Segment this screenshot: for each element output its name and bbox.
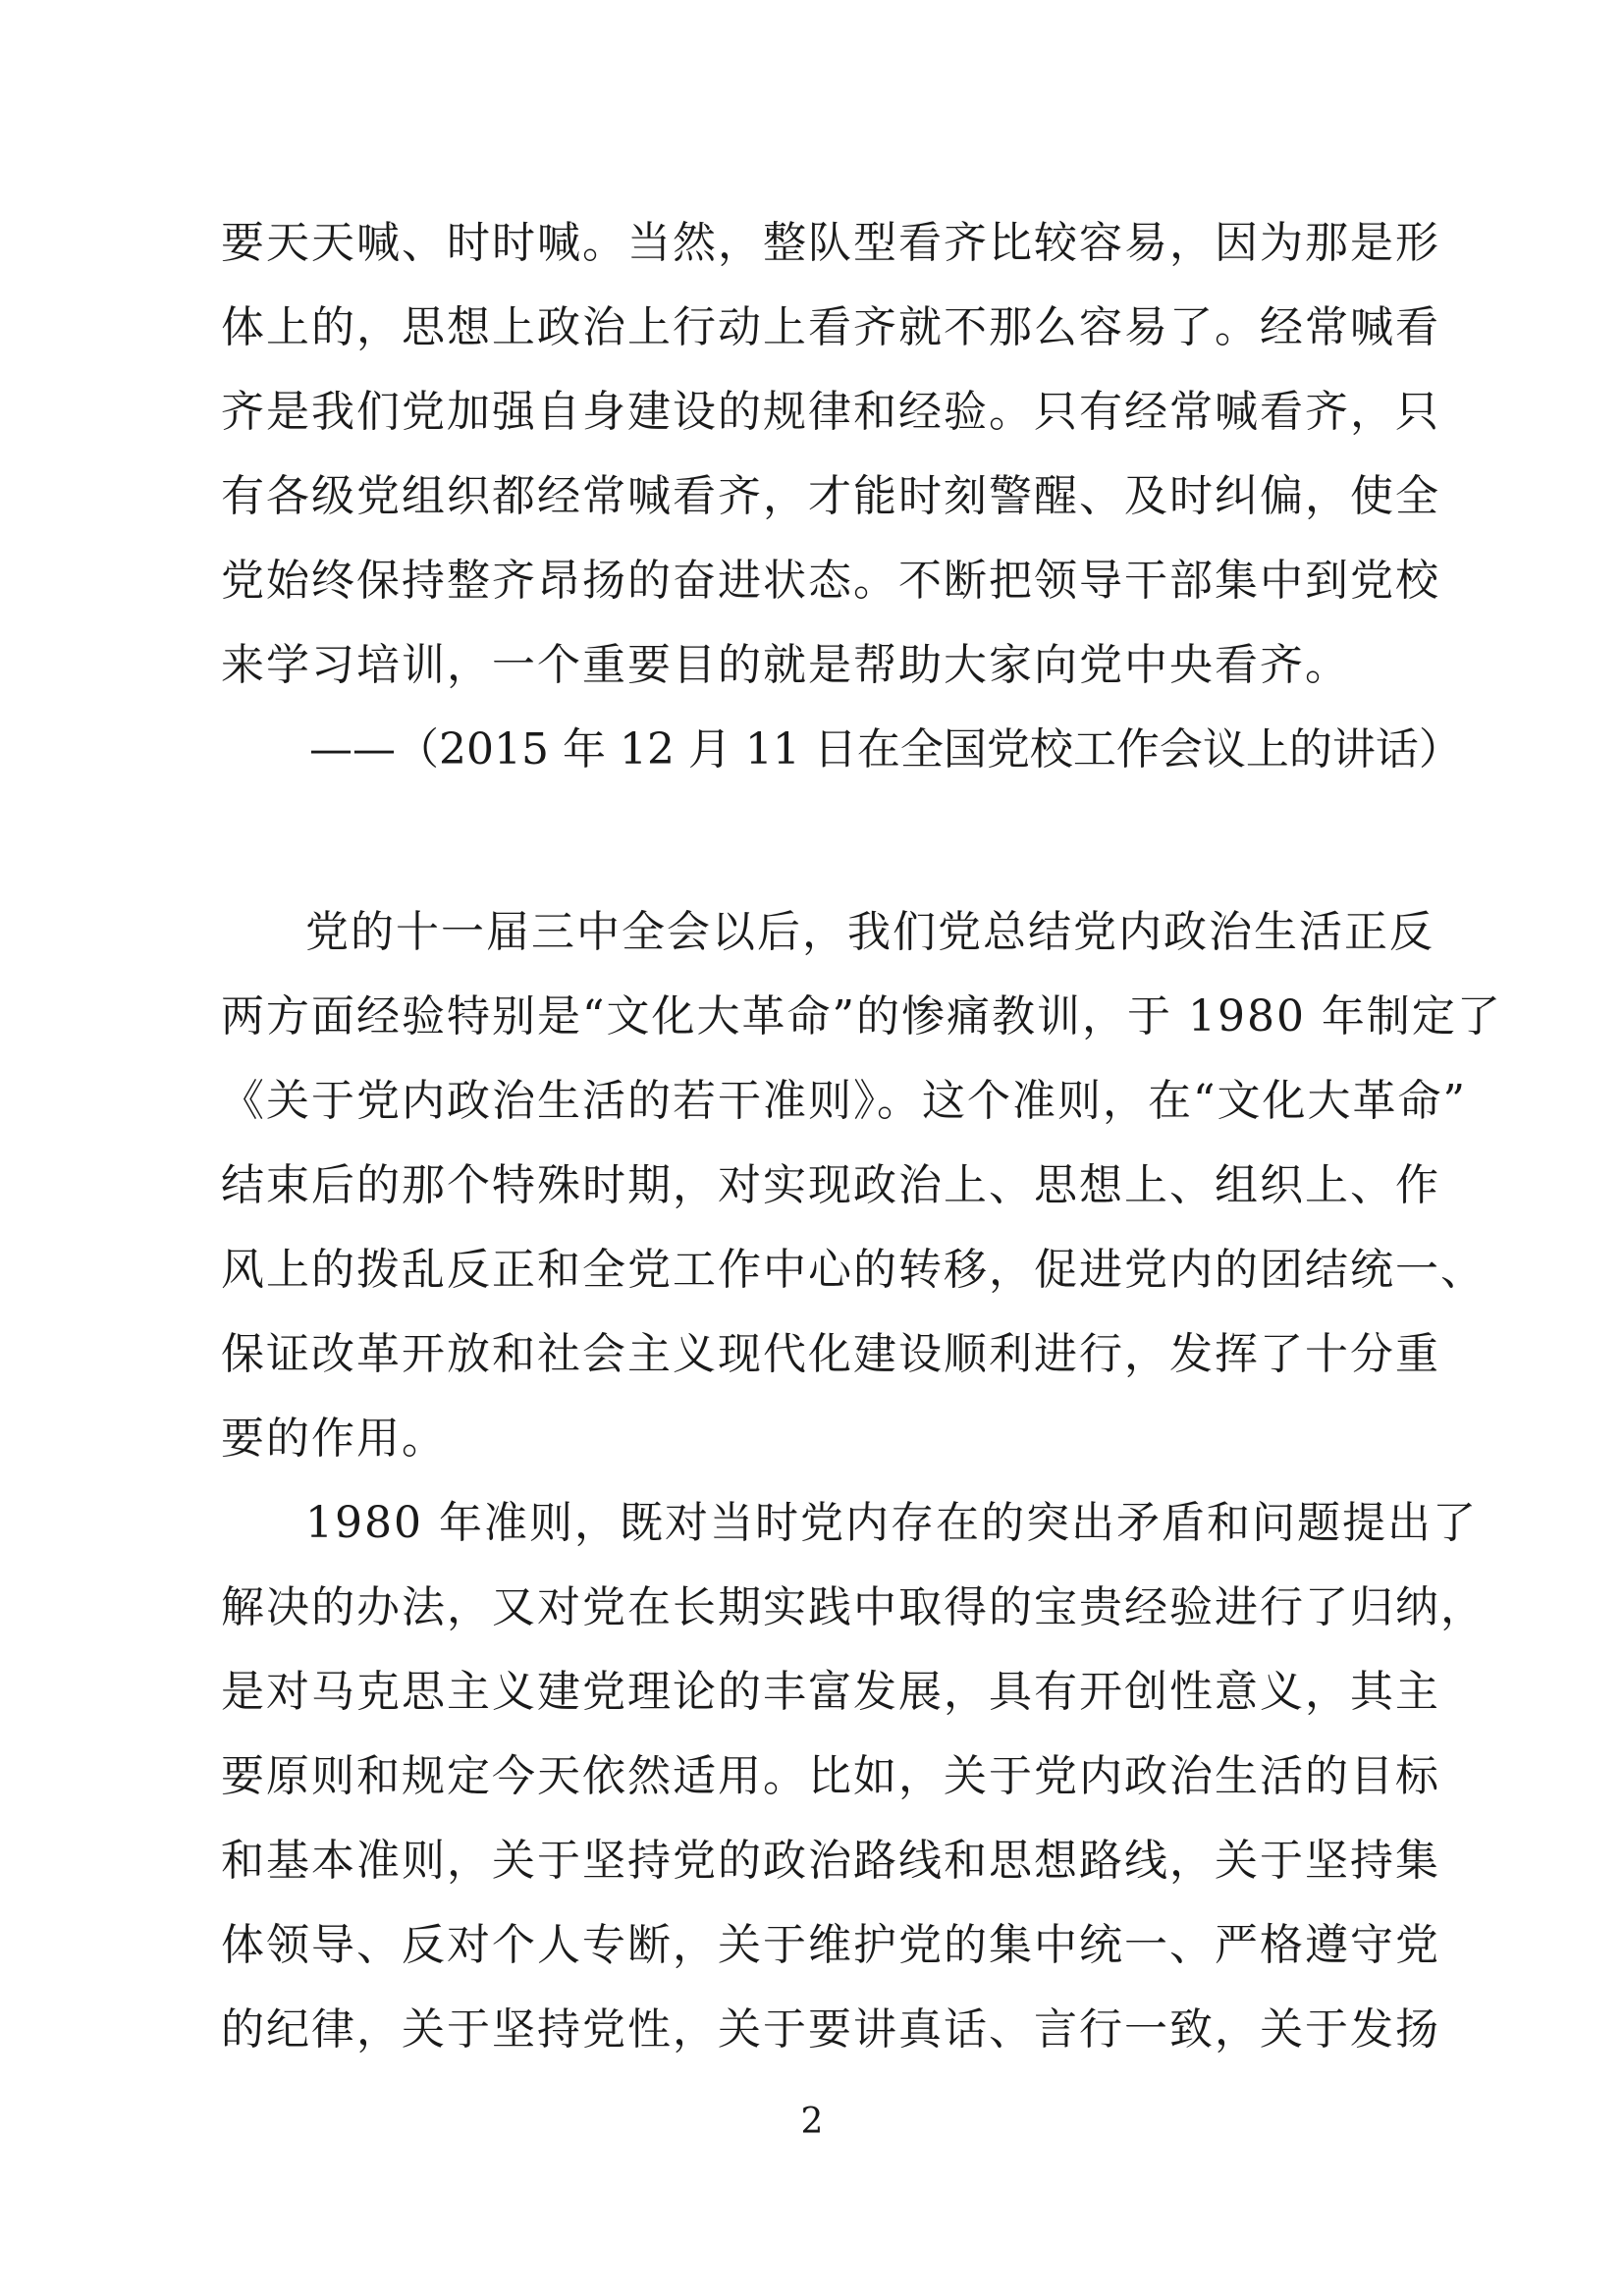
quote-line: 来学习培训，一个重要目的就是帮助大家向党中央看齐。 [221,640,1350,690]
paragraph-line: 的纪律，关于坚持党性，关于要讲真话、言行一致，关于发扬 [221,2004,1440,2055]
quote-source: ——（2015 年 12 月 11 日在全国党校工作会议上的讲话） [309,724,1462,774]
paragraph-line: 解决的办法，又对党在长期实践中取得的宝贵经验进行了归纳， [221,1582,1486,1632]
paragraph-line: 党的十一届三中全会以后，我们党总结党内政治生活正反 [305,907,1435,957]
paragraph-line: 和基本准则，关于坚持党的政治路线和思想路线，关于坚持集 [221,1836,1440,1886]
paragraph-line: 《关于党内政治生活的若干准则》。这个准则，在“文化大革命” [221,1076,1467,1126]
paragraph-line: 1980 年准则，既对当时党内存在的突出矛盾和问题提出了 [305,1498,1478,1548]
quote-line: 齐是我们党加强自身建设的规律和经验。只有经常喊看齐，只 [221,387,1440,437]
paragraph-line: 是对马克思主义建党理论的丰富发展，具有开创性意义，其主 [221,1667,1440,1717]
page-number: 2 [800,2102,824,2142]
paragraph-line: 体领导、反对个人专断，关于维护党的集中统一、严格遵守党 [221,1920,1440,1970]
paragraph-line: 保证改革开放和社会主义现代化建设顺利进行，发挥了十分重 [221,1329,1440,1379]
quote-line: 要天天喊、时时喊。当然，整队型看齐比较容易，因为那是形 [221,218,1440,268]
paragraph-line: 风上的拨乱反正和全党工作中心的转移，促进党内的团结统一、 [221,1245,1486,1295]
quote-line: 体上的，思想上政治上行动上看齐就不那么容易了。经常喊看 [221,302,1440,352]
quote-line: 党始终保持整齐昂扬的奋进状态。不断把领导干部集中到党校 [221,556,1440,606]
paragraph-line: 要原则和规定今天依然适用。比如，关于党内政治生活的目标 [221,1751,1440,1801]
paragraph-line: 结束后的那个特殊时期，对实现政治上、思想上、组织上、作 [221,1160,1440,1210]
paragraph-line: 要的作用。 [221,1414,447,1464]
quote-line: 有各级党组织都经常喊看齐，才能时刻警醒、及时纠偏，使全 [221,471,1440,521]
paragraph-line: 两方面经验特别是“文化大革命”的惨痛教训，于 1980 年制定了 [221,991,1502,1041]
